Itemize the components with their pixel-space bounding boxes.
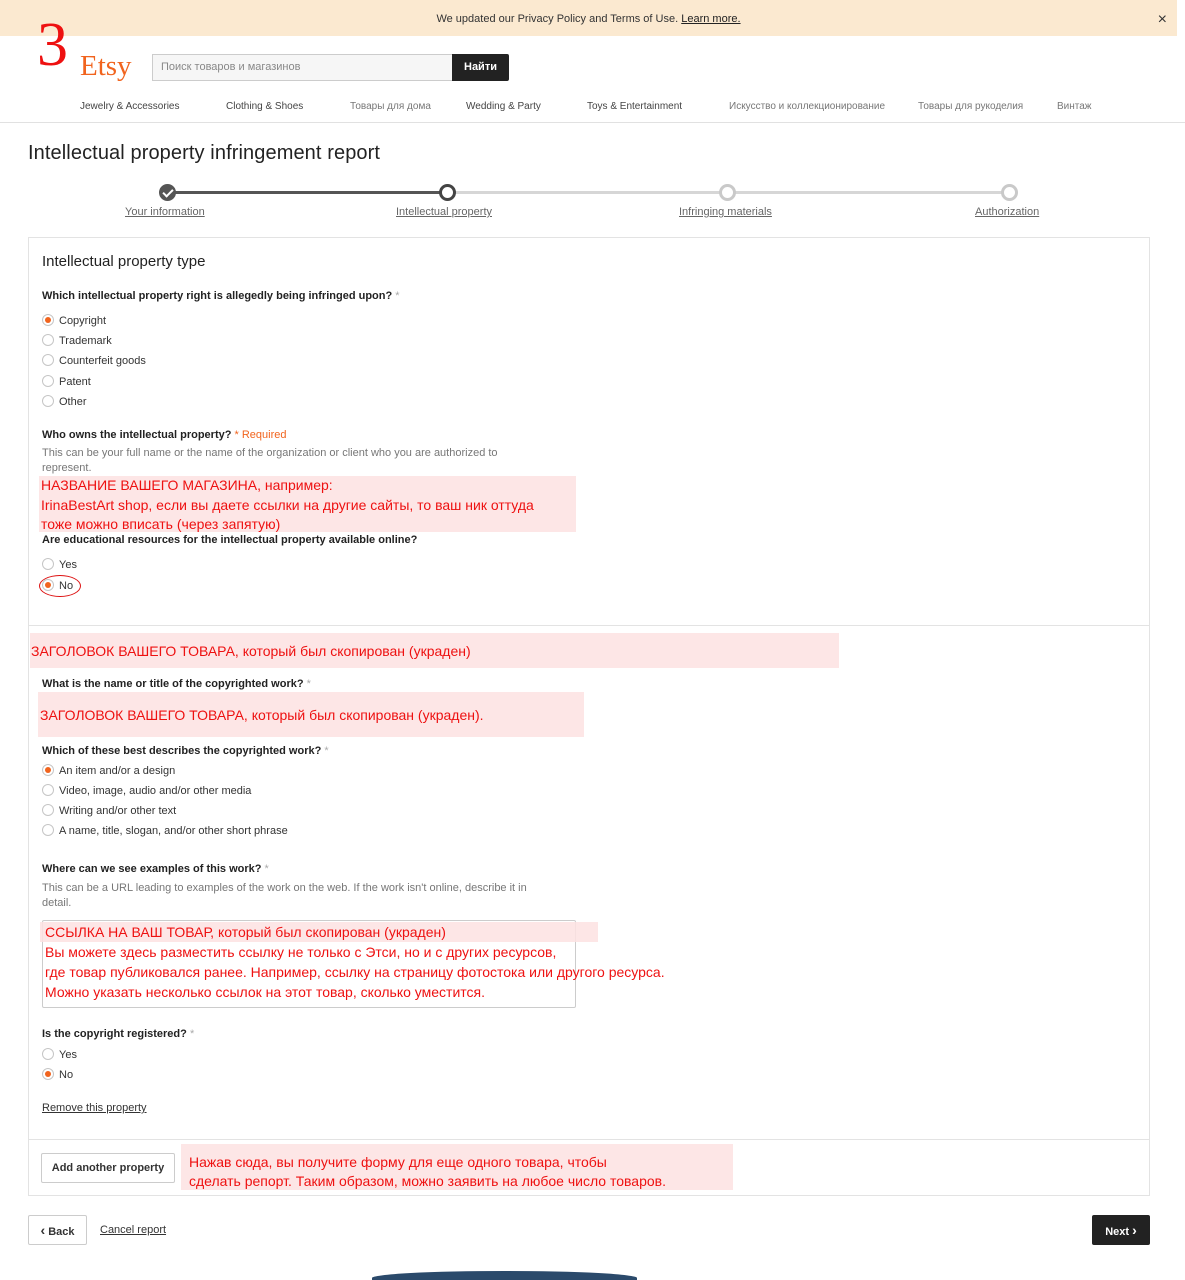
next-label: Next xyxy=(1105,1226,1130,1238)
examples-hint-line: detail. xyxy=(42,897,72,909)
radio-checked-icon xyxy=(42,1068,54,1080)
section-divider xyxy=(28,625,1150,626)
section-title: Intellectual property type xyxy=(42,253,206,270)
header-divider xyxy=(0,122,1185,123)
add-property-button[interactable]: Add another property xyxy=(41,1153,175,1183)
question-text: Who owns the intellectual property? xyxy=(42,429,232,441)
radio-name-phrase[interactable] xyxy=(42,824,288,838)
radio-label: Copyright xyxy=(59,315,107,327)
question-work-title xyxy=(42,678,311,690)
cancel-report-link[interactable]: Cancel report xyxy=(100,1224,167,1236)
radio-label: No xyxy=(59,1069,74,1081)
annotation-line: Нажав сюда, вы получите форму для еще одного товара, чтобы xyxy=(189,1154,607,1170)
radio-label: Patent xyxy=(59,376,91,388)
radio-registered-no[interactable] xyxy=(42,1068,73,1082)
required-star: * xyxy=(306,678,311,690)
question-owner xyxy=(42,429,287,441)
step-todo-dot xyxy=(719,184,736,201)
nav-item-wedding[interactable]: Wedding & Party xyxy=(466,101,541,112)
radio-label: Yes xyxy=(59,559,77,571)
annotation-line: тоже можно вписать (через запятую) xyxy=(41,516,281,532)
radio-icon xyxy=(42,1048,54,1060)
radio-label: Counterfeit goods xyxy=(59,355,146,367)
radio-label: An item and/or a design xyxy=(59,765,176,777)
examples-hint-line: This can be a URL leading to examples of the work on the web. If the work isn't online, describe it in xyxy=(42,882,527,894)
annotation-line: НАЗВАНИЕ ВАШЕГО МАГАЗИНА, например: xyxy=(41,477,333,493)
page-title: Intellectual property infringement report xyxy=(28,142,381,164)
question-text: What is the name or title of the copyrighted work? xyxy=(42,678,304,690)
remove-property-link[interactable]: Remove this property xyxy=(42,1102,147,1114)
chevron-right-icon: › xyxy=(1132,1222,1137,1238)
close-icon[interactable]: × xyxy=(1157,11,1167,28)
nav-item-vintage[interactable]: Винтаж xyxy=(1057,101,1092,112)
back-label: Back xyxy=(48,1226,75,1238)
owner-hint: This can be your full name or the name of the organization or client who you are authorized to represent. xyxy=(42,447,498,474)
examples-annotation xyxy=(45,922,665,1002)
required-star: * xyxy=(395,290,400,302)
radio-edu-yes[interactable] xyxy=(42,558,77,572)
question-educational: Are educational resources for the intellectual property available online? xyxy=(42,534,418,546)
question-text: Which intellectual property right is allegedly being infringed upon? xyxy=(42,290,393,302)
nav-item-craft[interactable]: Товары для рукоделия xyxy=(918,101,1024,112)
required-star: * xyxy=(264,863,269,875)
radio-writing[interactable] xyxy=(42,804,176,818)
radio-label: Yes xyxy=(59,1049,77,1061)
question-examples xyxy=(42,863,269,875)
step-authorization[interactable]: Authorization xyxy=(975,206,1040,218)
annotation-line: ССЫЛКА НА ВАШ ТОВАР, который был скопирован (украден) xyxy=(45,924,446,940)
etsy-logo[interactable]: Etsy xyxy=(80,50,132,82)
search-button[interactable]: Найти xyxy=(452,54,509,81)
radio-icon xyxy=(42,354,54,366)
radio-media[interactable] xyxy=(42,784,251,798)
step-current-dot xyxy=(439,184,456,201)
step-done-check-icon xyxy=(159,184,176,201)
learn-more-link[interactable]: Learn more. xyxy=(681,13,741,25)
radio-label: Video, image, audio and/or other media xyxy=(59,785,252,797)
banner-text: We updated our Privacy Policy and Terms of Use. xyxy=(436,13,679,25)
privacy-banner xyxy=(0,0,1177,36)
question-text: Is the copyright registered? xyxy=(42,1028,187,1040)
step-todo-dot xyxy=(1001,184,1018,201)
radio-icon xyxy=(42,375,54,387)
radio-copyright[interactable] xyxy=(42,314,106,328)
highlight-circle xyxy=(39,575,81,597)
radio-label: Writing and/or other text xyxy=(59,805,177,817)
radio-patent[interactable] xyxy=(42,375,91,389)
work-title-input[interactable]: ЗАГОЛОВОК ВАШЕГО ТОВАРА, который был скопирован (украден). xyxy=(38,692,584,737)
radio-checked-icon xyxy=(42,314,54,326)
section-divider xyxy=(28,1139,1150,1140)
radio-icon xyxy=(42,784,54,796)
radio-icon xyxy=(42,804,54,816)
add-property-annotation xyxy=(181,1144,733,1190)
next-button[interactable] xyxy=(1092,1215,1150,1245)
search-input[interactable]: Поиск товаров и магазинов xyxy=(152,54,453,81)
progress-track-done xyxy=(168,191,448,194)
annotation-line: сделать репорт. Таким образом, можно заявить на любое число товаров. xyxy=(189,1173,666,1189)
question-ip-type xyxy=(42,290,400,302)
back-button[interactable] xyxy=(28,1215,87,1245)
radio-icon xyxy=(42,824,54,836)
step-number-annotation: 3 xyxy=(37,11,68,79)
owner-field-annotation[interactable] xyxy=(39,476,576,532)
radio-icon xyxy=(42,558,54,570)
required-star: * xyxy=(189,1028,195,1040)
radio-counterfeit[interactable] xyxy=(42,354,146,368)
chevron-left-icon: ‹ xyxy=(40,1222,46,1238)
required-label: * Required xyxy=(234,429,287,441)
question-work-kind xyxy=(42,745,329,757)
radio-label: Trademark xyxy=(59,335,112,347)
step-infringing-materials[interactable]: Infringing materials xyxy=(679,206,772,218)
nav-item-toys[interactable]: Toys & Entertainment xyxy=(587,101,683,112)
section-title-annotation: ЗАГОЛОВОК ВАШЕГО ТОВАРА, который был скопирован (украден) xyxy=(30,633,839,668)
radio-icon xyxy=(42,395,54,407)
question-text: Which of these best describes the copyrighted work? xyxy=(42,745,322,757)
nav-item-home[interactable]: Товары для дома xyxy=(350,101,431,112)
nav-item-clothing[interactable]: Clothing & Shoes xyxy=(226,101,304,112)
question-registered xyxy=(42,1028,194,1040)
radio-label: Other xyxy=(59,396,87,408)
annotation-line: где товар публиковался ранее. Например, ссылку на страницу фотостока или другого ресурса. xyxy=(45,964,665,980)
radio-label: No xyxy=(59,580,74,592)
radio-registered-yes[interactable] xyxy=(42,1048,77,1062)
radio-icon xyxy=(42,334,54,346)
required-star: * xyxy=(324,745,329,757)
step-your-information[interactable]: Your information xyxy=(125,206,205,218)
question-text: Where can we see examples of this work? xyxy=(42,863,262,875)
radio-checked-icon xyxy=(42,764,54,776)
step-intellectual-property[interactable]: Intellectual property xyxy=(396,206,492,218)
radio-item-design[interactable] xyxy=(42,764,175,778)
annotation-line: Вы можете здесь разместить ссылку не только с Этси, но и с других ресурсов, xyxy=(45,944,557,960)
radio-label: A name, title, slogan, and/or other short phrase xyxy=(59,825,288,837)
decorative-shape xyxy=(372,1271,637,1280)
radio-trademark[interactable] xyxy=(42,334,112,348)
nav-item-art[interactable]: Искусство и коллекционирование xyxy=(729,101,886,112)
radio-other[interactable] xyxy=(42,395,87,409)
annotation-line: IrinaBestArt shop, если вы даете ссылки на другие сайты, то ваш ник оттуда xyxy=(41,496,534,513)
annotation-line: Можно указать несколько ссылок на этот товар, сколько уместится. xyxy=(45,984,486,1000)
nav-item-jewelry[interactable]: Jewelry & Accessories xyxy=(80,101,180,112)
